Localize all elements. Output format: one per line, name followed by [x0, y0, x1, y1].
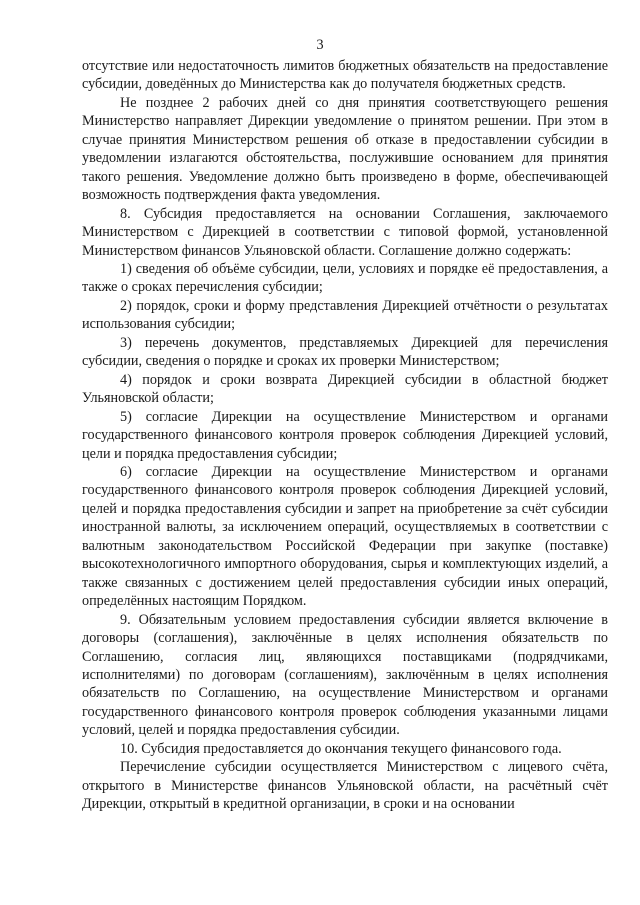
paragraph-notification: Не позднее 2 рабочих дней со дня принятия соответствующего решения Министерство направляет Дирекции уведомление о принятом решении. При этом в случае принятия Министерством решения об отказе в предоставлении субсидии в уведомлении излагаются обстоятельства, послужившие основанием для принятия такого решения. Уведомление должно быть произведено в форме, обеспечивающей возможность подтверждения факта уведомления.: [82, 94, 608, 204]
document-body: [82, 57, 608, 814]
paragraph-transfer: Перечисление субсидии осуществляется Министерством с лицевого счёта, открытого в Министерстве финансов Ульяновской области, на расчётный счёт Дирекции, открытый в кредитной организации, в сроки и на основании: [82, 759, 608, 813]
paragraph-clause-9: 9. Обязательным условием предоставления субсидии является включение в договоры (соглашения), заключённые в целях исполнения обязательств по Соглашению, согласия лиц, являющихся поставщиками (подрядчиками, исполнителями) по договорам (соглашениям), заключённым в целях исполнения обязательств по Соглашению, на осуществление Министерством и органами государственного финансового контроля проверок соблюдения указанными лицами условий, целей и порядка предоставления субсидии.: [82, 611, 608, 739]
list-item-1: 1) сведения об объёме субсидии, цели, условиях и порядке её предоставления, а также о сроках перечисления субсидии;: [82, 260, 608, 296]
list-item-5: 5) согласие Дирекции на осуществление Министерством и органами государственного финансового контроля проверок соблюдения Дирекцией условий, цели и порядка предоставления субсидии;: [82, 408, 608, 462]
page-number: 3: [316, 37, 324, 53]
list-item-2: 2) порядок, сроки и форму представления Дирекцией отчётности о результатах использования субсидии;: [82, 297, 608, 333]
list-item-4: 4) порядок и сроки возврата Дирекцией субсидии в областной бюджет Ульяновской области;: [82, 371, 608, 407]
list-item-6: 6) согласие Дирекции на осуществление Министерством и органами государственного финансового контроля проверок соблюдения Дирекцией условий, целей и порядка предоставления субсидии и запрет на приобретение за счёт субсидии иностранной валюты, за исключением операций, осуществляемых в соответствии с валютным законодательством Российской Федерации при закупке (поставке) высокотехнологичного импортного оборудования, сырья и комплектующих изделий, а также связанных с достижением целей предоставления субсидии иных операций, определённых настоящим Порядком.: [82, 463, 608, 610]
paragraph-clause-8: 8. Субсидия предоставляется на основании Соглашения, заключаемого Министерством с Дирекцией в соответствии с типовой формой, установленной Министерством финансов Ульяновской области. Соглашение должно содержать:: [82, 205, 608, 259]
list-item-3: 3) перечень документов, представляемых Дирекцией для перечисления субсидии, сведения о порядке и сроках их проверки Министерством;: [82, 334, 608, 370]
paragraph-clause-10: 10. Субсидия предоставляется до окончания текущего финансового года.: [120, 740, 562, 757]
paragraph-continuation: отсутствие или недостаточность лимитов бюджетных обязательств на предоставление субсидии, доведённых до Министерства как до получателя бюджетных средств.: [82, 58, 608, 93]
